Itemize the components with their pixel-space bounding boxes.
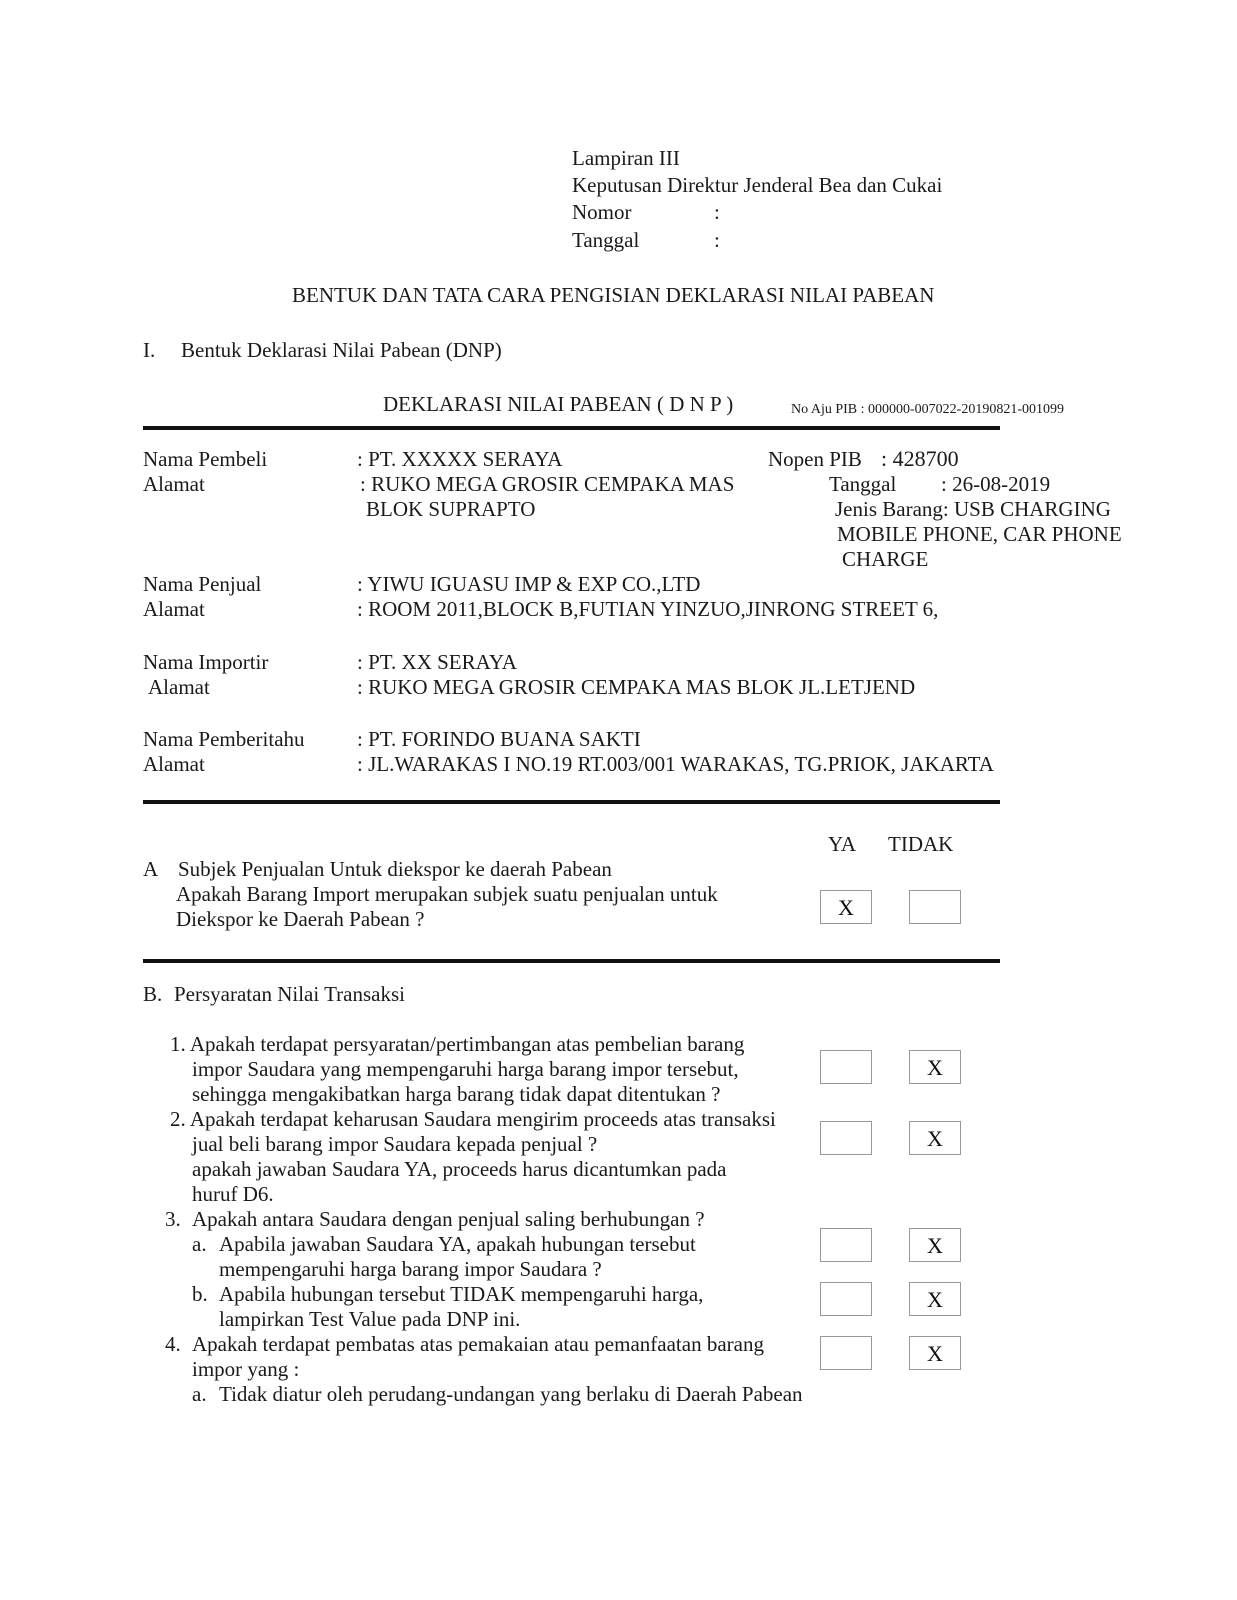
buyer-address-2: BLOK SUPRAPTO: [366, 497, 536, 521]
seller-address-label: Alamat: [143, 597, 205, 621]
number-label: Nomor: [572, 200, 632, 224]
pib-date-label: Tanggal: [829, 472, 897, 496]
buyer-address-label: Alamat: [143, 472, 205, 496]
question-3a-line-2: mempengaruhi harga barang impor Saudara ?: [219, 1257, 602, 1281]
question-4a-label: a.: [192, 1382, 207, 1406]
question-1-ya-checkbox[interactable]: [820, 1050, 872, 1084]
question-4-line-2: impor yang :: [192, 1357, 300, 1381]
question-3b-ya-checkbox[interactable]: [820, 1282, 872, 1316]
section-a-ya-checkbox[interactable]: X: [820, 890, 872, 924]
seller-value: : YIWU IGUASU IMP & EXP CO.,LTD: [357, 572, 701, 596]
goods-type-2: MOBILE PHONE, CAR PHONE: [837, 522, 1122, 546]
question-3b-line-1: Apabila hubungan tersebut TIDAK mempengaruhi harga,: [219, 1282, 704, 1306]
question-4-number: 4.: [165, 1332, 181, 1356]
question-1-line-3: sehingga mengakibatkan harga barang tidak dapat ditentukan ?: [192, 1082, 721, 1106]
question-4a-text: Tidak diatur oleh perudang-undangan yang berlaku di Daerah Pabean: [219, 1382, 803, 1406]
question-3a-label: a.: [192, 1232, 207, 1256]
section-a-title: Subjek Penjualan Untuk diekspor ke daerah Pabean: [178, 857, 612, 881]
question-2-line-4: huruf D6.: [192, 1182, 274, 1206]
section-b-letter: B.: [143, 982, 163, 1006]
question-3a-ya-checkbox[interactable]: [820, 1228, 872, 1262]
importer-address-label: Alamat: [148, 675, 210, 699]
importer-label: Nama Importir: [143, 650, 269, 674]
question-2-line-3: apakah jawaban Saudara YA, proceeds harus dicantumkan pada: [192, 1157, 727, 1181]
notifier-address-label: Alamat: [143, 752, 205, 776]
question-3-number: 3.: [165, 1207, 181, 1231]
importer-address: : RUKO MEGA GROSIR CEMPAKA MAS BLOK JL.LETJEND: [357, 675, 916, 699]
question-2-line-1: 2. Apakah terdapat keharusan Saudara mengirim proceeds atas transaksi: [170, 1107, 776, 1131]
col-tidak: TIDAK: [888, 832, 954, 856]
goods-type-1: Jenis Barang: USB CHARGING: [835, 497, 1111, 521]
question-3b-line-2: lampirkan Test Value pada DNP ini.: [219, 1307, 521, 1331]
pib-date-value: : 26-08-2019: [941, 472, 1051, 496]
notifier-value: : PT. FORINDO BUANA SAKTI: [357, 727, 641, 751]
decree-title: Keputusan Direktur Jenderal Bea dan Cukai: [572, 173, 943, 197]
section-a-question-2: Diekspor ke Daerah Pabean ?: [176, 907, 425, 931]
attachment-label: Lampiran III: [572, 146, 680, 170]
buyer-address-1: : RUKO MEGA GROSIR CEMPAKA MAS: [360, 472, 735, 496]
date-label: Tanggal: [572, 228, 640, 252]
question-2-ya-checkbox[interactable]: [820, 1121, 872, 1155]
seller-label: Nama Penjual: [143, 572, 262, 596]
importer-value: : PT. XX SERAYA: [357, 650, 517, 674]
question-1-line-1: 1. Apakah terdapat persyaratan/pertimbangan atas pembelian barang: [170, 1032, 745, 1056]
question-3a-tidak-checkbox[interactable]: X: [909, 1228, 961, 1262]
notifier-address: : JL.WARAKAS I NO.19 RT.003/001 WARAKAS, TG.PRIOK, JAKARTA: [357, 752, 994, 776]
section-number: I.: [143, 338, 156, 362]
date-colon: :: [714, 228, 720, 252]
section-b-title: Persyaratan Nilai Transaksi: [174, 982, 405, 1006]
question-3-text: Apakah antara Saudara dengan penjual saling berhubungan ?: [192, 1207, 705, 1231]
goods-type-3: CHARGE: [842, 547, 929, 571]
question-2-tidak-checkbox[interactable]: X: [909, 1121, 961, 1155]
question-4-ya-checkbox[interactable]: [820, 1336, 872, 1370]
page-title: BENTUK DAN TATA CARA PENGISIAN DEKLARASI NILAI PABEAN: [292, 283, 935, 307]
question-3b-label: b.: [192, 1282, 208, 1306]
dnp-title: DEKLARASI NILAI PABEAN ( D N P ): [383, 392, 734, 416]
question-4-line-1: Apakah terdapat pembatas atas pemakaian atau pemanfaatan barang: [192, 1332, 764, 1356]
section-a-letter: A: [143, 857, 159, 881]
no-aju: No Aju PIB : 000000-007022-20190821-001099: [791, 402, 1064, 417]
col-ya: YA: [828, 832, 857, 856]
buyer-label: Nama Pembeli: [143, 447, 268, 471]
question-3a-line-1: Apabila jawaban Saudara YA, apakah hubungan tersebut: [219, 1232, 696, 1256]
section-a-question-1: Apakah Barang Import merupakan subjek suatu penjualan untuk: [176, 882, 718, 906]
section-title: Bentuk Deklarasi Nilai Pabean (DNP): [181, 338, 502, 362]
question-3b-tidak-checkbox[interactable]: X: [909, 1282, 961, 1316]
lower-divider: [143, 959, 1000, 963]
nopen-label: Nopen PIB: [768, 447, 862, 471]
notifier-label: Nama Pemberitahu: [143, 727, 305, 751]
seller-address: : ROOM 2011,BLOCK B,FUTIAN YINZUO,JINRONG STREET 6,: [357, 597, 939, 621]
question-4-tidak-checkbox[interactable]: X: [909, 1336, 961, 1370]
top-divider: [143, 426, 1000, 430]
middle-divider: [143, 800, 1000, 804]
question-2-line-2: jual beli barang impor Saudara kepada penjual ?: [192, 1132, 598, 1156]
section-a-tidak-checkbox[interactable]: [909, 890, 961, 924]
buyer-value: : PT. XXXXX SERAYA: [357, 447, 563, 471]
nopen-value: : 428700: [881, 446, 959, 471]
question-1-line-2: impor Saudara yang mempengaruhi harga barang impor tersebut,: [192, 1057, 739, 1081]
number-colon: :: [714, 200, 720, 224]
question-1-tidak-checkbox[interactable]: X: [909, 1050, 961, 1084]
